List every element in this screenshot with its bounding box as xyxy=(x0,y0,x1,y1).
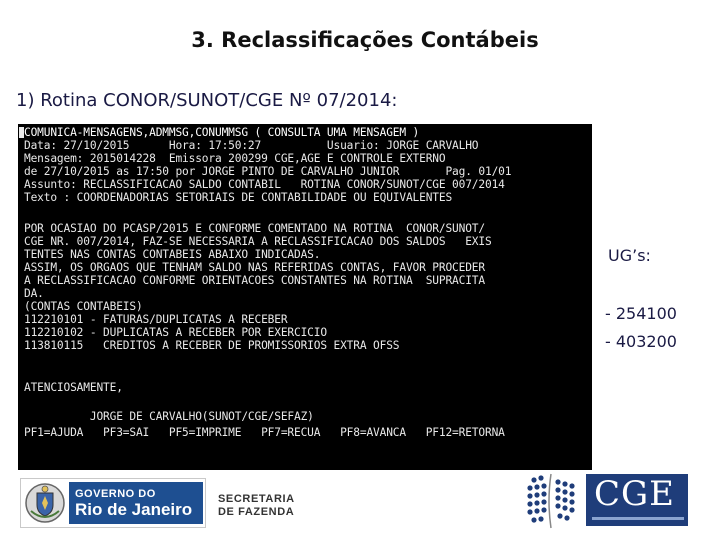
dots-emblem-icon xyxy=(522,472,580,530)
terminal-screenshot xyxy=(18,124,592,470)
terminal-line: POR OCASIAO DO PCASP/2015 E CONFORME COMENTADO NA ROTINA CONOR/SUNOT/ xyxy=(24,222,485,235)
sefaz-line-1: SECRETARIA xyxy=(218,493,295,505)
cge-logo xyxy=(586,474,688,526)
secretaria-fazenda-label xyxy=(218,493,295,519)
terminal-line: ASSIM, OS ORGAOS QUE TENHAM SALDO NAS REFERIDAS CONTAS, FAVOR PROCEDER xyxy=(24,261,485,274)
terminal-line: Mensagem: 2015014228 Emissora 200299 CGE,AGE E CONTROLE EXTERNO xyxy=(24,152,446,165)
sefaz-line-2: DE FAZENDA xyxy=(218,506,295,518)
rio-de-janeiro-logo xyxy=(20,478,206,528)
coat-of-arms-icon xyxy=(23,481,67,525)
cge-logo-text: CGE xyxy=(594,474,675,514)
terminal-line: 112210102 - DUPLICATAS A RECEBER POR EXERCICIO xyxy=(24,326,327,339)
terminal-line: JORGE DE CARVALHO(SUNOT/CGE/SEFAZ) xyxy=(24,410,314,423)
terminal-line: 113810115 CREDITOS A RECEBER DE PROMISSORIOS EXTRA OFSS xyxy=(24,339,400,352)
terminal-line: (CONTAS CONTABEIS) xyxy=(24,300,143,313)
terminal-line: A RECLASSIFICACAO CONFORME ORIENTACOES CONSTANTES NA ROTINA SUPRACITA xyxy=(24,274,485,287)
terminal-line: Data: 27/10/2015 Hora: 17:50:27 Usuario: JORGE CARVALHO xyxy=(24,139,479,152)
terminal-line: CGE NR. 007/2014, FAZ-SE NECESSARIA A RECLASSIFICACAO DOS SALDOS EXIS xyxy=(24,235,492,248)
cge-logo-tagline-bar xyxy=(592,517,684,520)
terminal-line: Texto : COORDENADORIAS SETORIAIS DE CONTABILIDADE OU EQUIVALENTES xyxy=(24,191,453,204)
terminal-line: Assunto: RECLASSIFICACAO SALDO CONTABIL ROTINA CONOR/SUNOT/CGE 007/2014 xyxy=(24,178,505,191)
terminal-line: TENTES NAS CONTAS CONTABEIS ABAIXO INDICADAS. xyxy=(24,248,321,261)
terminal-line: DA. xyxy=(24,287,44,300)
slide-title: 3. Reclassificações Contábeis xyxy=(191,28,539,52)
slide-subtitle: 1) Rotina CONOR/SUNOT/CGE Nº 07/2014: xyxy=(16,90,398,111)
terminal-line: 112210101 - FATURAS/DUPLICATAS A RECEBER xyxy=(24,313,288,326)
terminal-function-keys: PF1=AJUDA PF3=SAI PF5=IMPRIME PF7=RECUA PF8=AVANCA PF12=RETORNA xyxy=(24,426,505,439)
terminal-line: ATENCIOSAMENTE, xyxy=(24,381,123,394)
ug-item: - 254100 xyxy=(605,304,677,323)
ug-item: - 403200 xyxy=(605,332,677,351)
ug-label: UG’s: xyxy=(608,246,651,265)
rio-de-janeiro-banner xyxy=(69,482,203,524)
governo-label: GOVERNO DO xyxy=(75,488,156,500)
terminal-line: de 27/10/2015 as 17:50 por JORGE PINTO DE CARVALHO JUNIOR Pag. 01/01 xyxy=(24,165,512,178)
rio-de-janeiro-label: Rio de Janeiro xyxy=(75,500,193,519)
terminal-line: COMUNICA-MENSAGENS,ADMMSG,CONUMMSG ( CONSULTA UMA MENSAGEM ) xyxy=(24,126,420,139)
